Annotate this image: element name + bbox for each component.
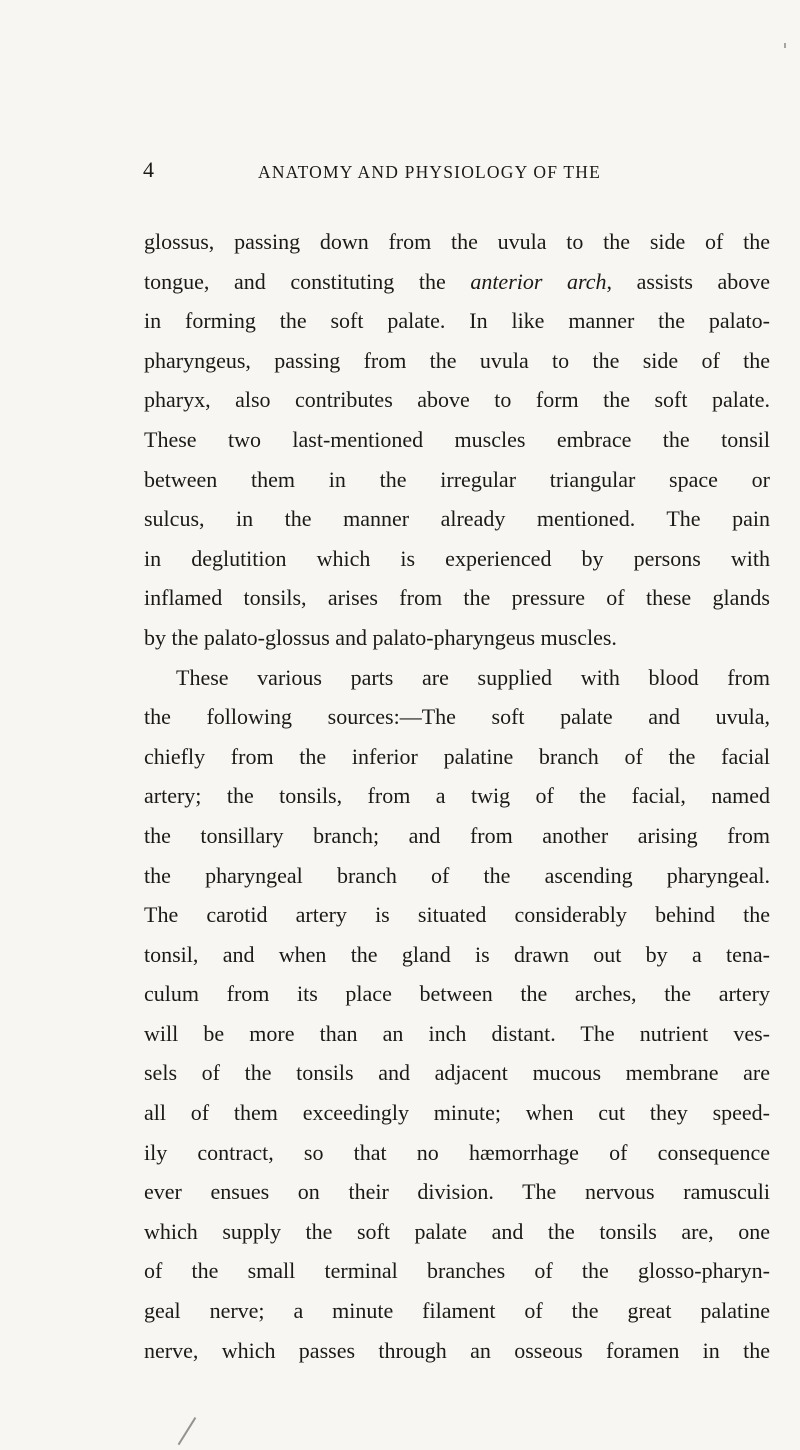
text-line: sulcus, in the manner already mentioned. The pain (144, 506, 770, 532)
text-line: nerve, which passes through an osseous foramen in the (144, 1337, 770, 1363)
italic-term: anterior arch (470, 268, 607, 294)
running-title: ANATOMY AND PHYSIOLOGY OF THE (258, 162, 602, 182)
page-number: 4 (143, 157, 154, 182)
text-line: tonsil, and when the gland is drawn out by a tena- (144, 941, 770, 967)
paper-speck (784, 43, 786, 48)
text-line: artery; the tonsils, from a twig of the facial, named (144, 783, 770, 809)
text-line: culum from its place between the arches, the artery (144, 981, 770, 1007)
text-line: all of them exceedingly minute; when cut they speed- (144, 1100, 770, 1126)
body-text (144, 222, 770, 1370)
text-line: which supply the soft palate and the tonsils are, one (144, 1218, 770, 1244)
text-line: the following sources:—The soft palate and uvula, (144, 704, 770, 730)
pencil-mark (178, 1417, 196, 1445)
text-line: glossus, passing down from the uvula to the side of the (144, 229, 770, 254)
text-line (144, 262, 770, 302)
text-line: inflamed tonsils, arises from the pressure of these glands (144, 585, 770, 611)
text-segment: , assists above (606, 268, 770, 294)
text-line: These various parts are supplied with blood from (176, 664, 770, 690)
text-segment: tongue, and constituting the (144, 268, 471, 294)
text-line: of the small terminal branches of the glosso-pharyn- (144, 1258, 770, 1284)
text-line: will be more than an inch distant. The nutrient ves- (144, 1020, 770, 1046)
text-line: in forming the soft palate. In like manner the palato- (144, 308, 770, 334)
text-line: ily contract, so that no hæmorrhage of consequence (144, 1139, 770, 1165)
page-header (0, 156, 800, 184)
text-line: These two last-mentioned muscles embrace the tonsil (144, 426, 770, 452)
text-line: pharyx, also contributes above to form the soft palate. (144, 387, 770, 413)
text-line: sels of the tonsils and adjacent mucous membrane are (144, 1060, 770, 1086)
text-line: in deglutition which is experienced by persons with (144, 545, 770, 571)
text-line: the tonsillary branch; and from another arising from (144, 822, 770, 848)
text-line: geal nerve; a minute filament of the great palatine (144, 1298, 770, 1324)
text-line: between them in the irregular triangular space or (144, 466, 770, 492)
text-line: by the palato-glossus and palato-pharyngeus muscles. (144, 624, 617, 650)
text-line: ever ensues on their division. The nervous ramusculi (144, 1179, 770, 1205)
text-line: the pharyngeal branch of the ascending pharyngeal. (144, 862, 770, 888)
text-line: pharyngeus, passing from the uvula to the side of the (144, 347, 770, 373)
text-line: The carotid artery is situated considerably behind the (144, 902, 770, 928)
text-line: chiefly from the inferior palatine branch of the facial (144, 743, 770, 769)
